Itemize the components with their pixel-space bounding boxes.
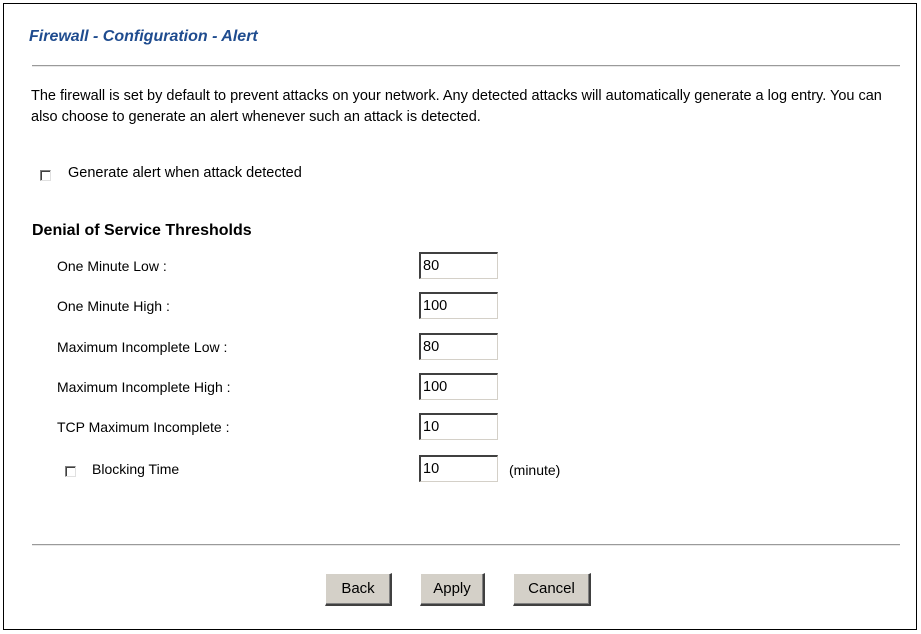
bottom-divider	[32, 544, 900, 546]
tcp-max-incomplete-input[interactable]: 10	[419, 413, 498, 440]
one-minute-low-input[interactable]: 80	[419, 252, 498, 279]
blocking-time-input[interactable]: 10	[419, 455, 498, 482]
back-button[interactable]: Back	[325, 573, 392, 606]
one-minute-high-input[interactable]: 100	[419, 292, 498, 319]
blocking-time-checkbox[interactable]	[65, 466, 76, 477]
tcp-max-incomplete-label: TCP Maximum Incomplete :	[57, 419, 230, 435]
top-divider	[32, 65, 900, 67]
page-title: Firewall - Configuration - Alert	[29, 28, 258, 45]
blocking-time-unit: (minute)	[509, 462, 561, 478]
max-incomplete-low-input[interactable]: 80	[419, 333, 498, 360]
max-incomplete-low-label: Maximum Incomplete Low :	[57, 339, 228, 355]
one-minute-low-label: One Minute Low :	[57, 258, 167, 274]
generate-alert-checkbox[interactable]	[40, 170, 51, 181]
description-text: The firewall is set by default to prevent attacks on your network. Any detected attacks will automatically generate a log entry. You can also choose to generate an alert whenever such an attack is detected.	[31, 88, 882, 125]
max-incomplete-high-input[interactable]: 100	[419, 373, 498, 400]
generate-alert-label: Generate alert when attack detected	[68, 165, 302, 181]
cancel-button[interactable]: Cancel	[513, 573, 591, 606]
dos-thresholds-heading: Denial of Service Thresholds	[32, 222, 252, 239]
blocking-time-label: Blocking Time	[92, 461, 180, 477]
apply-button[interactable]: Apply	[420, 573, 485, 606]
one-minute-high-label: One Minute High :	[57, 298, 170, 314]
max-incomplete-high-label: Maximum Incomplete High :	[57, 379, 231, 395]
